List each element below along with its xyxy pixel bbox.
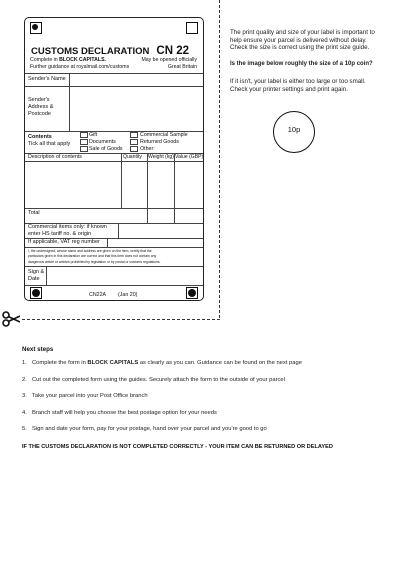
cn22-form [24,17,204,301]
documents-label: Documents [89,139,116,145]
column-divider [174,153,175,223]
form-code: CN 22 [156,45,189,57]
hs-tariff-label: enter HS tariff no. & origin [28,231,92,237]
form-title: CUSTOMS DECLARATION [31,46,150,57]
customs-warning: IF THE CUSTOMS DECLARATION IS NOT COMPLETED CORRECTLY - YOUR ITEM CAN BE RETURNED OR DELAYED [22,444,333,450]
horizontal-cut-guide [22,319,220,320]
sale-of-goods-checkbox[interactable] [80,146,88,152]
info-line: The print quality and size of your label is important to [230,29,375,36]
sign-label: Sign & [28,269,45,275]
signature-field[interactable] [47,267,203,284]
next-step-item [22,410,217,416]
opened-officially: May be opened officially [141,57,197,63]
divider [118,223,119,238]
senders-address-label [28,97,53,119]
registration-mark-square [186,22,198,34]
value-header: Value (GBP) [175,154,204,160]
next-step-item [22,426,267,432]
declaration-line: I, the undersigned, whose name and address are given on the item, certify that the [28,249,152,253]
vat-label: If applicable, VAT reg number [28,239,100,245]
form-instruction [30,58,106,63]
senders-name-label: Sender's Name [28,76,66,82]
other-checkbox[interactable] [130,146,138,152]
step-text: Branch staff will help you choose the best postage option for your needs [32,409,217,416]
address-label-line: Postcode [28,111,51,118]
documents-checkbox[interactable] [80,139,88,145]
contents-description-area[interactable] [25,161,121,208]
divider [25,73,203,74]
guidance-text: Further guidance at royalmail.com/customs [30,64,130,70]
quantity-header: Quantity [123,154,142,160]
commercial-items-label: Commercial items only: if known [28,224,107,230]
vertical-cut-guide [219,0,220,318]
instruction-text: Complete in [30,57,60,63]
commercial-sample-checkbox[interactable] [130,132,138,138]
column-divider [147,153,148,223]
commercial-sample-label: Commercial Sample [140,132,188,138]
next-step-item [22,360,302,366]
registration-mark-dot [188,289,196,297]
gift-label: Gift [89,132,98,138]
divider [107,238,108,247]
contents-label: Contents [28,134,52,140]
step-number: 5. [22,426,27,433]
registration-mark-dot [32,289,40,297]
divider [25,208,203,209]
form-code-footer: CN22A [89,292,107,298]
divider [25,247,203,248]
form-date-footer: (Jan 20) [118,292,138,298]
sign-date-label [28,269,44,283]
step-text: Sign and date your form, pay for your postage, hand over your parcel and you're good to go [32,426,267,433]
total-label: Total [28,210,40,216]
coin-label: 10p [287,125,301,134]
gift-checkbox[interactable] [80,132,88,138]
step-number: 2. [22,376,27,383]
info-line: Check the size is correct using the print size guide. [230,44,370,52]
next-steps-heading: Next steps [22,346,54,353]
step-number: 3. [22,393,27,400]
next-step-item [22,393,148,399]
scissors-icon [2,311,20,327]
print-again-info [230,78,395,93]
country: Great Britain [167,64,197,70]
step-number: 4. [22,409,27,416]
step-bold-text: BLOCK CAPITALS [87,360,139,366]
declaration-line: dangerous article or articles prohibited by legislation or by postal or customs regulations. [28,259,161,264]
address-label-line: Address & [28,104,54,111]
next-step-item [22,377,285,383]
step-text: Take your parcel into your Post Office branch [32,393,148,400]
sale-of-goods-label: Sale of Goods [89,146,123,152]
info-line: Check your printer settings and print again. [230,85,348,93]
weight-header: Weight (kg) [148,154,174,160]
info-line: If it isn't, your label is either too large or too small. [230,78,366,85]
returned-goods-checkbox[interactable] [130,139,138,145]
tick-all-label: Tick all that apply [28,141,71,147]
declaration-text [28,249,161,265]
step-text: Cut out the completed form using the guides. Securely attach the form to the outside of your parcel [32,376,285,383]
divider [69,86,70,131]
print-quality-info [230,29,395,52]
divider [25,86,203,87]
size-question: Is the image below roughly the size of a 10p coin? [230,61,373,67]
address-label-line: Sender's [28,97,50,103]
instruction-bold: BLOCK CAPITALS. [59,57,107,63]
divider [69,73,70,86]
description-header: Description of contents [28,154,82,160]
column-divider [121,153,122,208]
info-line: help ensure your parcel is delivered without delay. [230,36,367,44]
other-label: Other: [140,146,155,152]
divider [25,285,203,286]
registration-mark-dot [32,24,38,30]
returned-goods-label: Returned Goods [140,139,179,145]
step-text-end: as clearly as you can. Guidance can be found on the next page [138,360,302,366]
step-number: 1. [22,360,27,366]
date-label: Date [28,276,40,283]
declaration-line: particulars given in this declaration are correct and that this item does not contain any [28,254,157,259]
step-text: Complete the form in [32,360,88,366]
